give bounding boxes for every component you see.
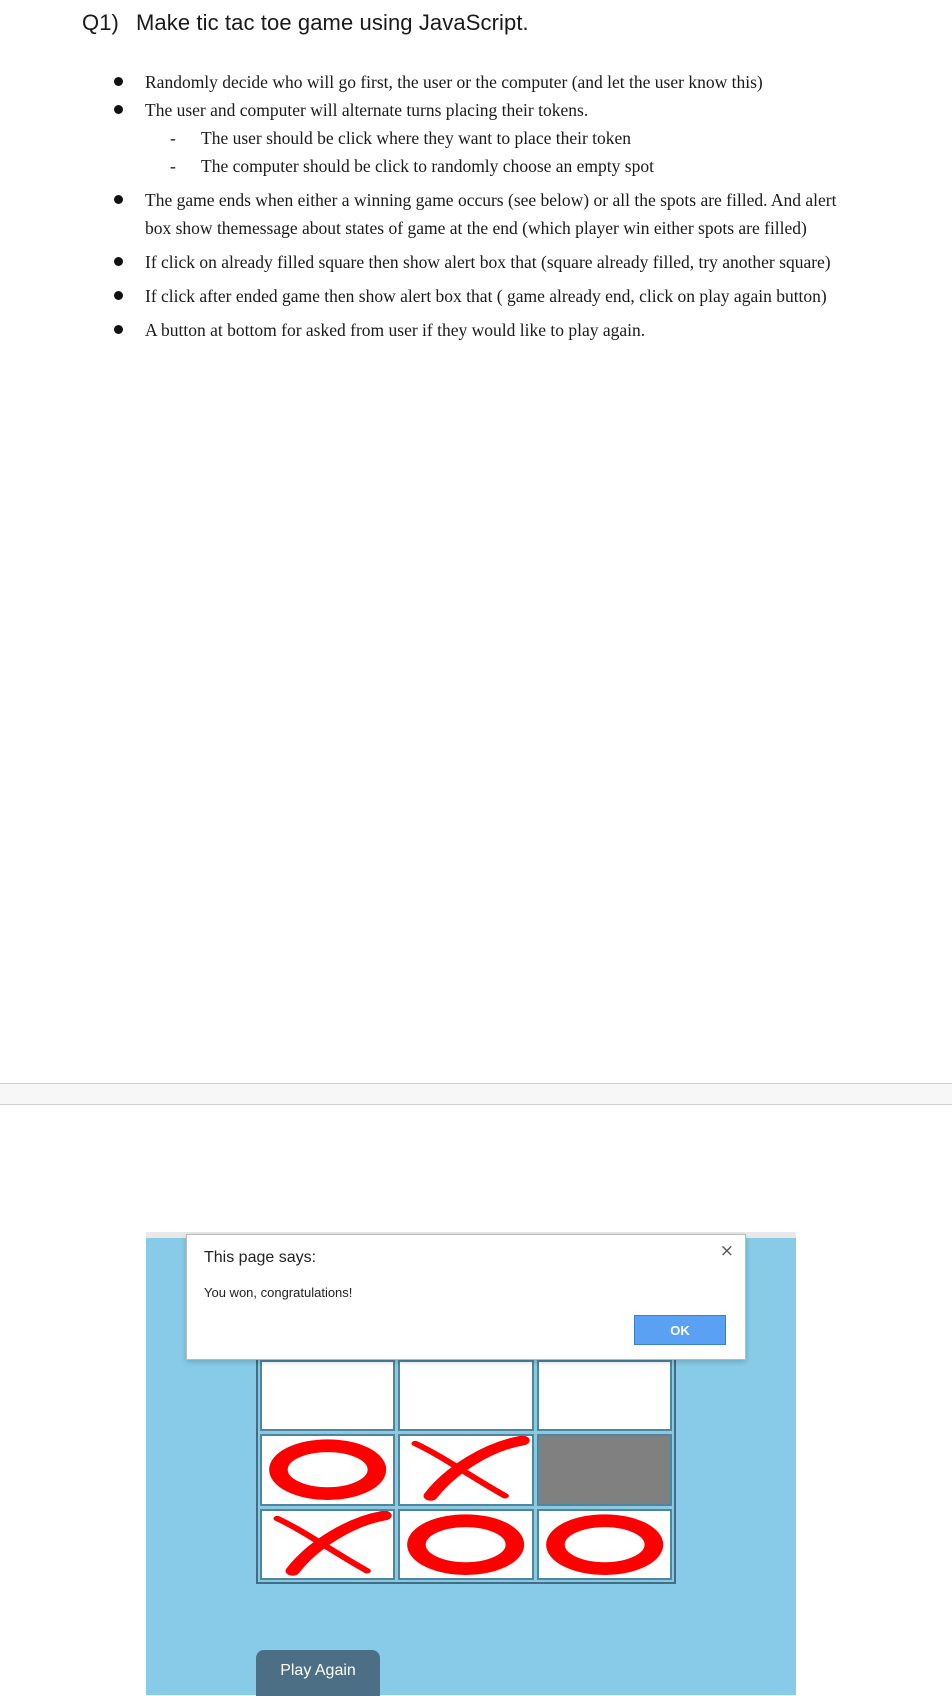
bullet-icon [114,257,123,266]
board-cell-empty[interactable] [537,1434,672,1505]
o-mark-icon [539,1511,670,1578]
dialog-message: You won, congratulations! [204,1285,353,1300]
question-text: Make tic tac toe game using JavaScript. [136,10,529,35]
question-number: Q1) [82,10,119,35]
requirement-item [0,186,865,242]
x-mark-icon [262,1511,393,1578]
play-again-button[interactable]: Play Again [256,1650,380,1696]
requirement-text: Randomly decide who will go first, the user or the computer (and let the user know this) [145,72,763,92]
requirement-item [0,282,865,310]
close-icon[interactable]: × [719,1241,734,1261]
board-cell-empty[interactable] [537,1360,672,1431]
sub-requirements-list [145,124,865,180]
bullet-icon [114,325,123,334]
requirement-item [0,96,865,180]
board-cell-x[interactable] [398,1434,533,1505]
sub-requirement-item [145,124,865,152]
ok-button[interactable]: OK [634,1315,726,1345]
board-cell-o[interactable] [537,1509,672,1580]
sub-requirement-text: The computer should be click to randomly choose an empty spot [201,156,654,176]
board-cell-empty[interactable] [260,1360,395,1431]
dash-marker: - [170,128,176,148]
sub-requirement-item [145,152,865,180]
o-mark-icon [262,1436,393,1503]
requirement-item [0,316,865,344]
requirement-text: The game ends when either a winning game occurs (see below) or all the spots are filled. And alert box show themessage about states of game at the end (which player win either spots are filled) [145,190,837,238]
o-mark-icon [400,1511,531,1578]
bullet-icon [114,77,123,86]
board-cell-o[interactable] [398,1509,533,1580]
bullet-icon [114,291,123,300]
requirement-text: If click on already filled square then show alert box that (square already filled, try another square) [145,252,831,272]
x-mark-icon [400,1436,531,1503]
requirement-text: The user and computer will alternate turns placing their tokens. [145,100,589,120]
board-cell-x[interactable] [260,1509,395,1580]
alert-dialog [186,1234,746,1360]
requirement-item [0,248,865,276]
requirement-text: A button at bottom for asked from user if they would like to play again. [145,320,646,340]
board-cell-empty[interactable] [398,1360,533,1431]
dash-marker: - [170,156,176,176]
requirement-item [0,68,865,96]
question-title [82,10,529,36]
bullet-icon [114,195,123,204]
board-cell-o[interactable] [260,1434,395,1505]
tic-tac-toe-board [256,1356,676,1584]
page-separator [0,1083,952,1105]
bullet-icon [114,105,123,114]
dialog-title: This page says: [204,1249,317,1266]
sub-requirement-text: The user should be click where they want to place their token [201,128,632,148]
requirements-list [0,68,952,344]
requirement-text: If click after ended game then show alert box that ( game already end, click on play again button) [145,286,827,306]
